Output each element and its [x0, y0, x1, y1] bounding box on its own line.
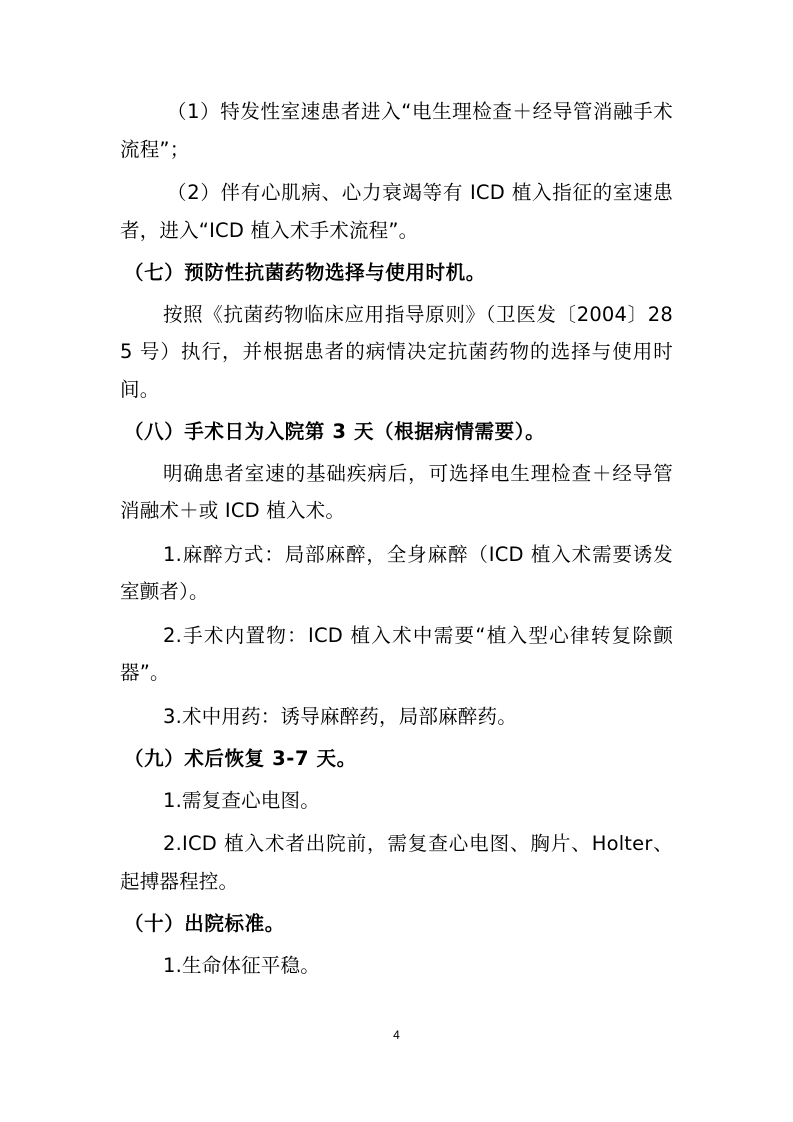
- paragraph-1: （1）特发性室速患者进入“电生理检查＋经导管消融手术流程”；: [120, 100, 673, 161]
- page-number: 4: [393, 1028, 400, 1042]
- paragraph-6: 2.手术内置物：ICD 植入术中需要“植入型心律转复除颤器”。: [120, 623, 673, 684]
- section-heading-7: （七）预防性抗菌药物选择与使用时机。: [124, 261, 486, 284]
- paragraph-4: 明确患者室速的基础疾病后，可选择电生理检查＋经导管消融术＋或 ICD 植入术。: [120, 461, 673, 522]
- paragraph-7: 3.术中用药：诱导麻醉药，局部麻醉药。: [163, 704, 517, 728]
- document-body: [120, 93, 673, 984]
- section-heading-10: （十）出院标准。: [124, 912, 285, 935]
- section-heading-8: （八）手术日为入院第 3 天（根据病情需要）。: [124, 420, 546, 443]
- section-heading-9: （九）术后恢复 3-7 天。: [124, 747, 357, 770]
- paragraph-3: 按照《抗菌药物临床应用指导原则》（卫医发〔2004〕285 号）执行，并根据患者的病情决定抗菌药物的选择与使用时间。: [120, 302, 673, 401]
- paragraph-8: 1.需复查心电图。: [163, 788, 320, 812]
- paragraph-9: 2.ICD 植入术者出院前，需复查心电图、胸片、Holter、起搏器程控。: [120, 832, 673, 893]
- paragraph-2: （2）伴有心肌病、心力衰竭等有 ICD 植入指征的室速患者，进入“ICD 植入术手术流程”。: [120, 181, 673, 242]
- paragraph-5: 1.麻醉方式：局部麻醉，全身麻醉（ICD 植入术需要诱发室颤者）。: [120, 542, 673, 603]
- paragraph-10: 1.生命体征平稳。: [163, 953, 320, 977]
